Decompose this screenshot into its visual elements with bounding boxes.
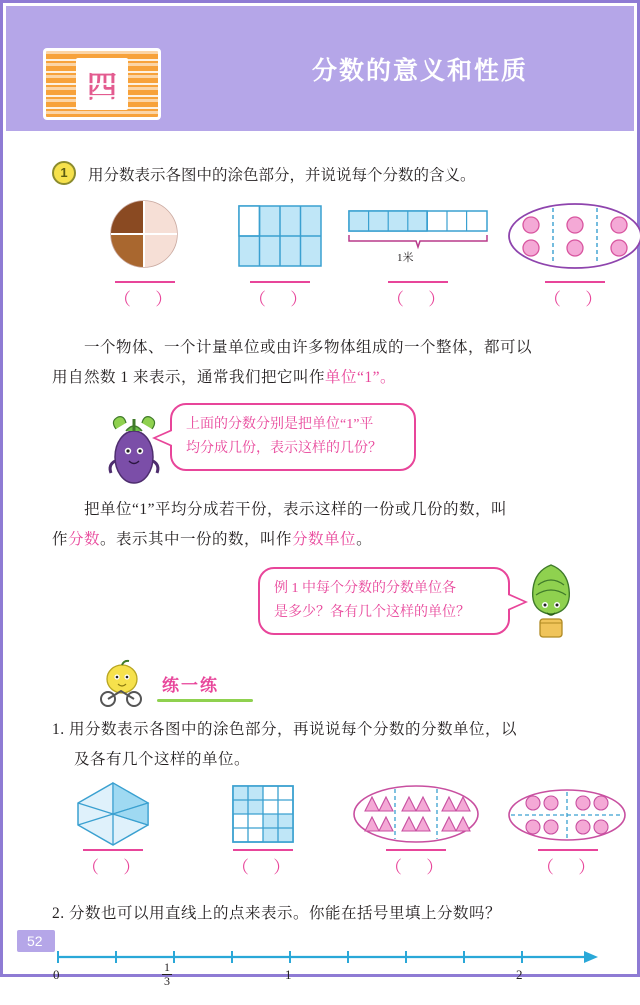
exercise-1-answers xyxy=(52,849,606,885)
cabbage-character-icon xyxy=(520,561,582,643)
number-line-tick-1: 1 xyxy=(285,967,292,982)
example-1-heading xyxy=(52,163,588,189)
example-marker-label: 1 xyxy=(52,161,76,185)
bubble-1-line-1: 上面的分数分别是把单位“1”平 xyxy=(186,417,374,432)
oval-circles-figure xyxy=(507,787,627,843)
answer-blank-1[interactable]: （ ） xyxy=(114,281,176,310)
exercise-1-text: 用分数表示各图中的涂色部分，再说说每个分数的分数单位，以 xyxy=(69,721,518,738)
bubble-1 xyxy=(170,403,416,471)
exercise-2-text: 分数也可以用直线上的点来表示。你能在括号里填上分数吗？ xyxy=(69,905,502,922)
term-fraction-unit: 分数单位 xyxy=(292,531,357,548)
eggplant-character-icon xyxy=(104,409,164,487)
circle-quarters-figure xyxy=(109,199,179,269)
oval-triangles-figure xyxy=(352,783,480,845)
grid-4x4-figure xyxy=(232,785,294,843)
example-1-figures xyxy=(52,199,588,281)
chapter-badge xyxy=(43,48,161,120)
paragraph-2-b: 。表示其中一份的数，叫作 xyxy=(100,531,293,548)
paragraph-2-line-2 xyxy=(52,525,588,555)
number-line xyxy=(52,935,588,1005)
paragraph-1-line-2-a: 用自然数 1 来表示，通常我们把它叫作 xyxy=(52,369,326,386)
page-number: 52 xyxy=(17,930,55,952)
page-title: 分数的意义和性质 xyxy=(311,56,528,85)
hexagon-triangles-figure xyxy=(74,781,152,847)
exercise-2-number: 2. xyxy=(52,905,65,922)
example-1-answers xyxy=(52,281,613,321)
exercise-answer-blank-4[interactable]: （ ） xyxy=(537,849,599,878)
paragraph-2-c: 。 xyxy=(356,531,373,548)
bubble-2 xyxy=(258,567,510,635)
grid-3x4-figure xyxy=(238,205,322,267)
bubble-2-row xyxy=(52,567,588,647)
number-line-tick-2: 2 xyxy=(516,967,523,982)
exercise-1-line-1 xyxy=(52,715,588,745)
number-line-tick-0: 0 xyxy=(53,967,60,982)
exercise-answer-blank-3[interactable]: （ ） xyxy=(385,849,447,878)
exercise-answer-blank-2[interactable]: （ ） xyxy=(232,849,294,878)
term-fraction: 分数 xyxy=(68,531,101,548)
exercise-answer-blank-1[interactable]: （ ） xyxy=(82,849,144,878)
meter-strip-label: 1米 xyxy=(397,252,414,264)
exercise-1-number: 1. xyxy=(52,721,65,738)
paragraph-1-line-1: 一个物体、一个计量单位或由许多物体组成的一个整体，都可以 xyxy=(84,339,533,356)
page-header xyxy=(6,6,634,131)
paragraph-1-line-2 xyxy=(52,363,588,393)
bubble-2-line-2: 是多少？各有几个这样的单位？ xyxy=(274,605,470,620)
paragraph-2-a: 作 xyxy=(52,531,69,548)
page-content xyxy=(6,131,634,988)
bubble-1-line-2: 均分成几份，表示这样的几份？ xyxy=(186,441,382,456)
example-marker xyxy=(52,161,78,187)
practice-label: 练一练 xyxy=(162,676,219,695)
bubble-1-row xyxy=(52,403,588,489)
exercise-1-figures xyxy=(52,781,588,849)
bubble-2-line-1: 例 1 中每个分数的分数单位各 xyxy=(274,581,456,596)
answer-blank-3[interactable]: （ ） xyxy=(387,281,449,310)
exercise-2-line xyxy=(52,899,588,929)
paragraph-1-line-2-b: “1”。 xyxy=(357,369,397,386)
practice-underline xyxy=(157,699,253,702)
chapter-number: 四 xyxy=(76,58,128,110)
oval-6-balls-figure xyxy=(507,201,640,271)
term-unit-one: 单位 xyxy=(325,369,358,386)
lemon-character-icon xyxy=(92,659,150,707)
meter-strip-figure xyxy=(348,205,488,267)
exercise-1-line-2: 及各有几个这样的单位。 xyxy=(74,751,251,768)
answer-blank-2[interactable]: （ ） xyxy=(249,281,311,310)
paragraph-2-line-1: 把单位“1”平均分成若干份，表示这样的一份或几份的数，叫 xyxy=(84,501,508,518)
example-1-text: 用分数表示各图中的涂色部分，并说说每个分数的含义。 xyxy=(88,167,476,184)
number-line-tick-1-3: $\frac{1}{3}$ xyxy=(164,960,170,988)
practice-section-header xyxy=(52,663,588,709)
answer-blank-4[interactable]: （ ） xyxy=(544,281,606,310)
